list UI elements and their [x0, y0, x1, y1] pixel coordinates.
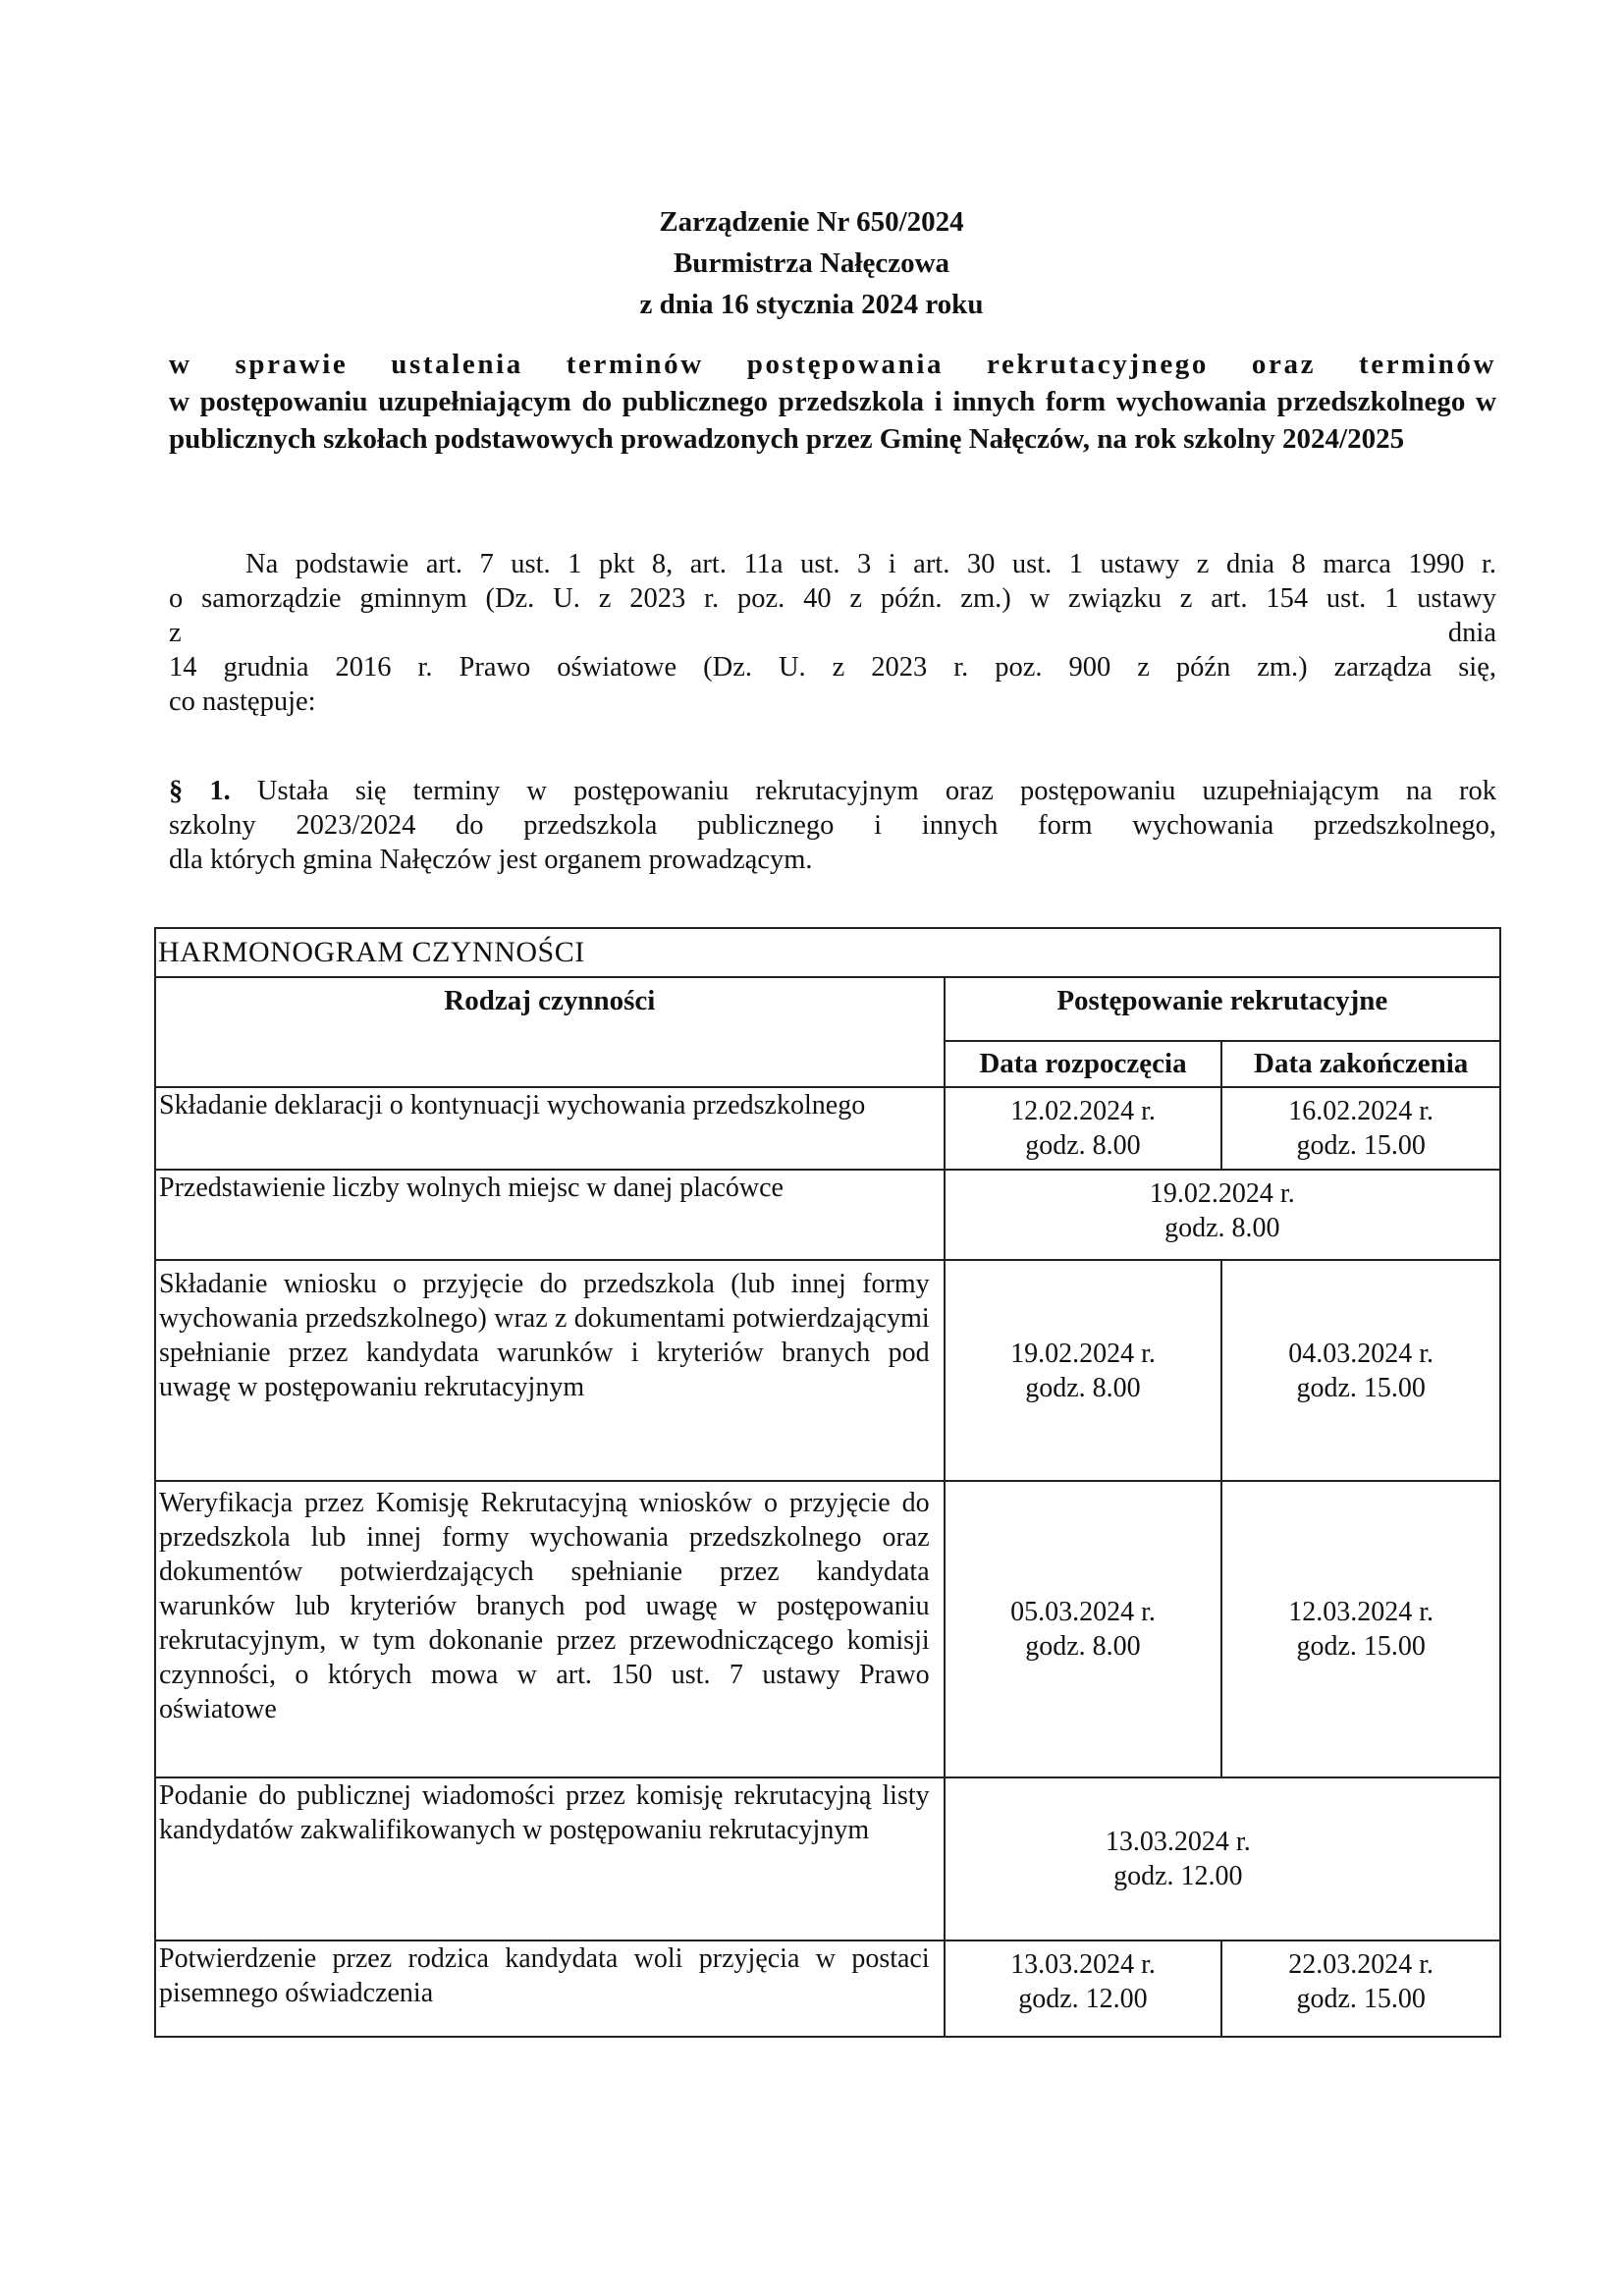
column-start-header: Data rozpoczęcia	[945, 1041, 1222, 1087]
column-procedure-header: Postępowanie rekrutacyjne	[945, 977, 1500, 1041]
end-time: godz. 15.00	[1296, 1372, 1426, 1403]
section-1-mark: § 1.	[169, 776, 231, 806]
end-date: 22.03.2024 r.	[1288, 1949, 1434, 1980]
basis-line-1: Na podstawie art. 7 ust. 1 pkt 8, art. 11a ust. 3 i art. 30 ust. 1 ustawy z dnia 8 marca 1990 r.	[245, 549, 1496, 579]
table-row	[155, 1777, 1500, 1941]
date: 19.02.2024 r.	[1149, 1178, 1295, 1209]
end-time: godz. 15.00	[1296, 1984, 1426, 2014]
section-1	[169, 774, 1496, 877]
table-row	[155, 1941, 1500, 2037]
table-row	[155, 1170, 1500, 1260]
end-date-cell	[1221, 1481, 1500, 1777]
end-date-cell	[1221, 1941, 1500, 2037]
column-end-header: Data zakończenia	[1221, 1041, 1500, 1087]
basis-line-4: 14 grudnia 2016 r. Prawo oświatowe (Dz. U. z 2023 r. poz. 900 z późn zm.) zarządza się,	[169, 652, 1496, 683]
end-date: 12.03.2024 r.	[1288, 1597, 1434, 1627]
table-title: HARMONOGRAM CZYNNOŚCI	[155, 928, 1500, 977]
start-date: 12.02.2024 r.	[1010, 1096, 1156, 1126]
basis-line-3-right: dnia	[1447, 618, 1496, 648]
activity-cell: Potwierdzenie przez rodzica kandydata woli przyjęcia w postaci pisemnego oświadczenia	[155, 1941, 945, 2037]
subject-rest: w postępowaniu uzupełniającym do publicznego przedszkola i innych form wychowania przedszkolnego w publicznych szkołach podstawowych prowadzonych przez Gminę Nałęczów, na rok szkolny 2024/2025	[169, 386, 1496, 455]
legal-basis	[169, 547, 1496, 719]
activity-cell: Podanie do publicznej wiadomości przez komisję rekrutacyjną listy kandydatów zakwalifikowanych w postępowaniu rekrutacyjnym	[155, 1777, 945, 1941]
start-date-cell	[945, 1941, 1222, 2037]
end-date: 04.03.2024 r.	[1288, 1338, 1434, 1369]
section-1-line-1	[169, 774, 1496, 808]
time: godz. 12.00	[1113, 1861, 1243, 1891]
activity-cell: Składanie wniosku o przyjęcie do przedszkola (lub innej formy wychowania przedszkolnego) wraz z dokumentami potwierdzającymi spełnianie przez kandydata warunków i kryteriów branych pod uwagę w postępowaniu rekrutacyjnym	[155, 1260, 945, 1481]
subject-heading	[169, 346, 1496, 458]
activity-cell: Składanie deklaracji o kontynuacji wychowania przedszkolnego	[155, 1087, 945, 1170]
time: godz. 8.00	[1164, 1213, 1280, 1243]
issuer: Burmistrza Nałęczowa	[673, 247, 950, 279]
date: 13.03.2024 r.	[1105, 1827, 1251, 1857]
basis-line-3-left: z	[169, 618, 182, 648]
document-header	[0, 201, 1623, 325]
table-row	[155, 1260, 1500, 1481]
section-1-line-3: dla których gmina Nałęczów jest organem prowadzącym.	[169, 845, 813, 875]
activity-cell: Przedstawienie liczby wolnych miejsc w danej placówce	[155, 1170, 945, 1260]
section-1-line-2: szkolny 2023/2024 do przedszkola publicznego i innych form wychowania przedszkolnego,	[169, 810, 1496, 841]
date-cell	[945, 1170, 1500, 1260]
column-activity-header: Rodzaj czynności	[155, 977, 945, 1087]
table-row	[155, 1087, 1500, 1170]
start-date-cell	[945, 1260, 1222, 1481]
subject-line-1: w sprawie ustalenia terminów postępowania rekrutacyjnego oraz terminów	[169, 349, 1496, 380]
schedule-table	[154, 927, 1501, 2038]
end-time: godz. 15.00	[1296, 1130, 1426, 1161]
start-date: 19.02.2024 r.	[1010, 1338, 1156, 1369]
start-time: godz. 12.00	[1018, 1984, 1148, 2014]
start-date: 13.03.2024 r.	[1010, 1949, 1156, 1980]
table-title-row	[155, 928, 1500, 977]
table-header-row	[155, 977, 1500, 1041]
basis-line-5: co następuje:	[169, 686, 316, 717]
basis-line-3	[169, 616, 1496, 650]
start-date: 05.03.2024 r.	[1010, 1597, 1156, 1627]
end-date-cell	[1221, 1087, 1500, 1170]
issue-date: z dnia 16 stycznia 2024 roku	[639, 289, 984, 320]
table-row	[155, 1481, 1500, 1777]
end-date-cell	[1221, 1260, 1500, 1481]
start-time: godz. 8.00	[1025, 1631, 1141, 1662]
start-date-cell	[945, 1481, 1222, 1777]
activity-cell: Weryfikacja przez Komisję Rekrutacyjną wniosków o przyjęcie do przedszkola lub innej formy wychowania przedszkolnego oraz dokumentów potwierdzających spełnianie przez kandydata warunków lub kryteriów branych pod uwagę w postępowaniu rekrutacyjnym, w tym dokonanie przez przewodniczącego komisji czynności, o których mowa w art. 150 ust. 7 ustawy Prawo oświatowe	[155, 1481, 945, 1777]
date-cell	[945, 1777, 1500, 1941]
end-time: godz. 15.00	[1296, 1631, 1426, 1662]
ordinance-number: Zarządzenie Nr 650/2024	[659, 206, 964, 238]
start-date-cell	[945, 1087, 1222, 1170]
basis-line-2: o samorządzie gminnym (Dz. U. z 2023 r. poz. 40 z późn. zm.) w związku z art. 154 ust. 1 ustawy	[169, 583, 1496, 614]
section-1-text-1: Ustała się terminy w postępowaniu rekrutacyjnym oraz postępowaniu uzupełniającym na rok	[256, 776, 1497, 806]
end-date: 16.02.2024 r.	[1288, 1096, 1434, 1126]
start-time: godz. 8.00	[1025, 1130, 1141, 1161]
start-time: godz. 8.00	[1025, 1372, 1141, 1403]
